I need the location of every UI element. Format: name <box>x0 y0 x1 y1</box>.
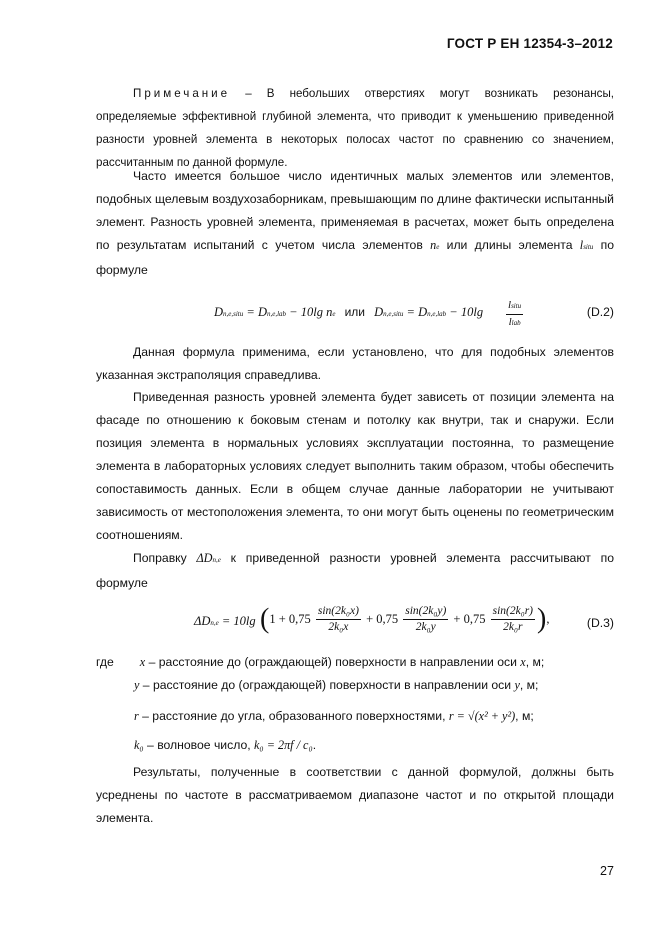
para4-symbol-sub: n,e <box>212 556 221 564</box>
eq2-log2: − 10lg <box>446 305 484 319</box>
eq3-f2-den: 2k₀y <box>415 621 436 633</box>
eq2-lhs1: D <box>214 305 224 319</box>
eq3-frac1 <box>316 604 361 635</box>
para1-text-b: или длины элемента <box>439 238 580 252</box>
eq2-lhs2-sub: n,e,situ <box>383 310 404 318</box>
where-r-end: , м; <box>515 709 534 723</box>
eq3-plus2: + 0,75 <box>366 612 399 626</box>
eq2-den: l <box>508 316 512 328</box>
para4-symbol: ΔD <box>196 551 213 565</box>
eq3-frac2 <box>403 604 448 635</box>
eq3-lhs-sub: n,e <box>210 619 219 627</box>
document-header: ГОСТ Р ЕН 12354-3–2012 <box>446 36 613 51</box>
where-k-text: – волновое число, <box>143 738 255 752</box>
eq3-f1-den: 2k₀x <box>328 621 349 633</box>
where-y-symbol: y <box>134 678 140 692</box>
where-k-formula: k₀ = 2πf / c₀ <box>254 738 313 752</box>
eq3-f3-den: 2k₀r <box>503 621 523 633</box>
where-y <box>134 675 652 695</box>
page-number: 27 <box>600 864 614 878</box>
where-k-symbol: k₀ <box>134 738 144 752</box>
eq3-plus3: + 0,75 <box>453 612 486 626</box>
eq2-mid2: = D <box>403 305 428 319</box>
note-label: Примечание <box>133 87 231 100</box>
where-x-symbol: x <box>139 655 146 669</box>
eq2-mid1-sub: n,e,lab <box>266 310 287 318</box>
eq2-log1: − 10lg n <box>286 305 333 319</box>
para1-text-a: Часто имеется большое число идентичных малых элементов или элементов, подобных щелевым воздухозаборникам, превышающим по длине фактически испытанный элемент. Разность уровней элемента, применяемая в расчетах, может быть определена по результатам испытаний с учетом числа элементов <box>96 169 614 252</box>
where-label: где <box>96 655 114 669</box>
para1-text-c: по формуле <box>96 238 615 277</box>
paragraph-results: Результаты, полученные в соответствии с данной формулой, должны быть усреднены по частоте в рассматриваемом диапазоне частот и по открытой площади элемента. <box>96 765 614 825</box>
paragraph-elements <box>96 165 614 282</box>
where-y-end: , м; <box>519 678 539 692</box>
paragraph-correction <box>96 547 614 595</box>
eq3-comma: , <box>546 612 550 626</box>
para4-text-a: Поправку <box>133 551 197 565</box>
paragraph-position: Приведенная разность уровней элемента будет зависеть от позиции элемента на фасаде по отношению к боковым стенам и потолку как внутри, так и снаружи. Если позиция элемента в нормальных условиях эксплуатации постоянна, то размещение элемента в лабораторных условиях следует выполнить таким образом, чтобы обеспечить сопоставимость данных. Если в общем случае данные лаборатории не учитывают зависимость от местоположения элемента, то они могут быть оценены по геометрическим соотношениям. <box>96 390 614 542</box>
eq3-f3-num: sin(2k₀r) <box>491 604 535 620</box>
eq3-lhs: ΔD <box>194 614 211 628</box>
where-k-end: . <box>312 738 317 752</box>
eq2-lhs2: D <box>374 305 384 319</box>
symbol-l-sub: situ <box>583 243 594 251</box>
eq2-log1-sub: e <box>332 310 336 318</box>
eq2-num-sub: situ <box>511 302 522 310</box>
where-x <box>96 652 614 672</box>
eq2-num: l <box>508 299 512 311</box>
symbol-n-sub: e <box>436 243 440 251</box>
where-r-symbol: r <box>134 709 139 723</box>
symbol-n: n <box>430 238 437 252</box>
note-paragraph <box>96 82 614 174</box>
where-x-end: , м; <box>525 655 545 669</box>
equation-number-d3: (D.3) <box>586 616 614 630</box>
eq2-den-sub: lab <box>511 319 521 327</box>
equation-number-d2: (D.2) <box>586 305 614 319</box>
eq2-or: или <box>344 305 365 319</box>
eq2-mid2-sub: n,e,lab <box>427 310 447 318</box>
note-text: – В небольших отверстиях могут возникать резонансы, определяемые эффективной глубиной элемента, что приводит к уменьшению приведенной разности уровней элемента в некоторых полосах частот по сравнению со значением, рассчитанным по данной формуле. <box>96 87 614 169</box>
where-y-text: – расстояние до (ограждающей) поверхности в направлении оси <box>139 678 515 692</box>
where-r-text: – расстояние до угла, образованного поверхностями, <box>138 709 449 723</box>
eq3-eq: = 10lg <box>218 614 256 628</box>
where-y-axis: y <box>514 678 520 692</box>
eq2-mid1: = D <box>243 305 267 319</box>
where-r-formula: r = √(x² + y²) <box>448 709 516 723</box>
paragraph-applicability: Данная формула применима, если установлено, что для подобных элементов указанная экстраполяция справедлива. <box>96 345 614 382</box>
equation-d2 <box>96 300 614 334</box>
symbol-l: l <box>579 238 584 252</box>
where-r <box>134 706 652 726</box>
eq2-fraction <box>506 298 523 331</box>
para4-text-b: к приведенной разности уровней элемента рассчитывают по формуле <box>96 551 615 590</box>
eq3-frac3 <box>491 604 535 635</box>
equation-d3: ΔDn,e = 10lg (1 + 0,75 $\frac{\text{sin(2k₀x)}}{\text{2k₀x}}$ + 0,75 $\frac{\text{sin(2k₀y)}}{\text{2k₀y}}$ + 0,75 $\frac{\text{sin(2k₀r)}}{\text{2k₀r}}$ ), (D.3) <box>194 603 614 635</box>
where-k <box>134 735 652 755</box>
eq2-lhs1-sub: n,e,situ <box>223 310 244 318</box>
eq3-f2-num: sin(2k₀y) <box>403 604 448 620</box>
where-x-axis: x <box>520 655 526 669</box>
eq3-one: 1 + 0,75 <box>269 612 311 626</box>
where-x-text: – расстояние до (ограждающей) поверхности в направлении оси <box>145 655 521 669</box>
eq3-f1-num: sin(2k₀x) <box>316 604 361 620</box>
